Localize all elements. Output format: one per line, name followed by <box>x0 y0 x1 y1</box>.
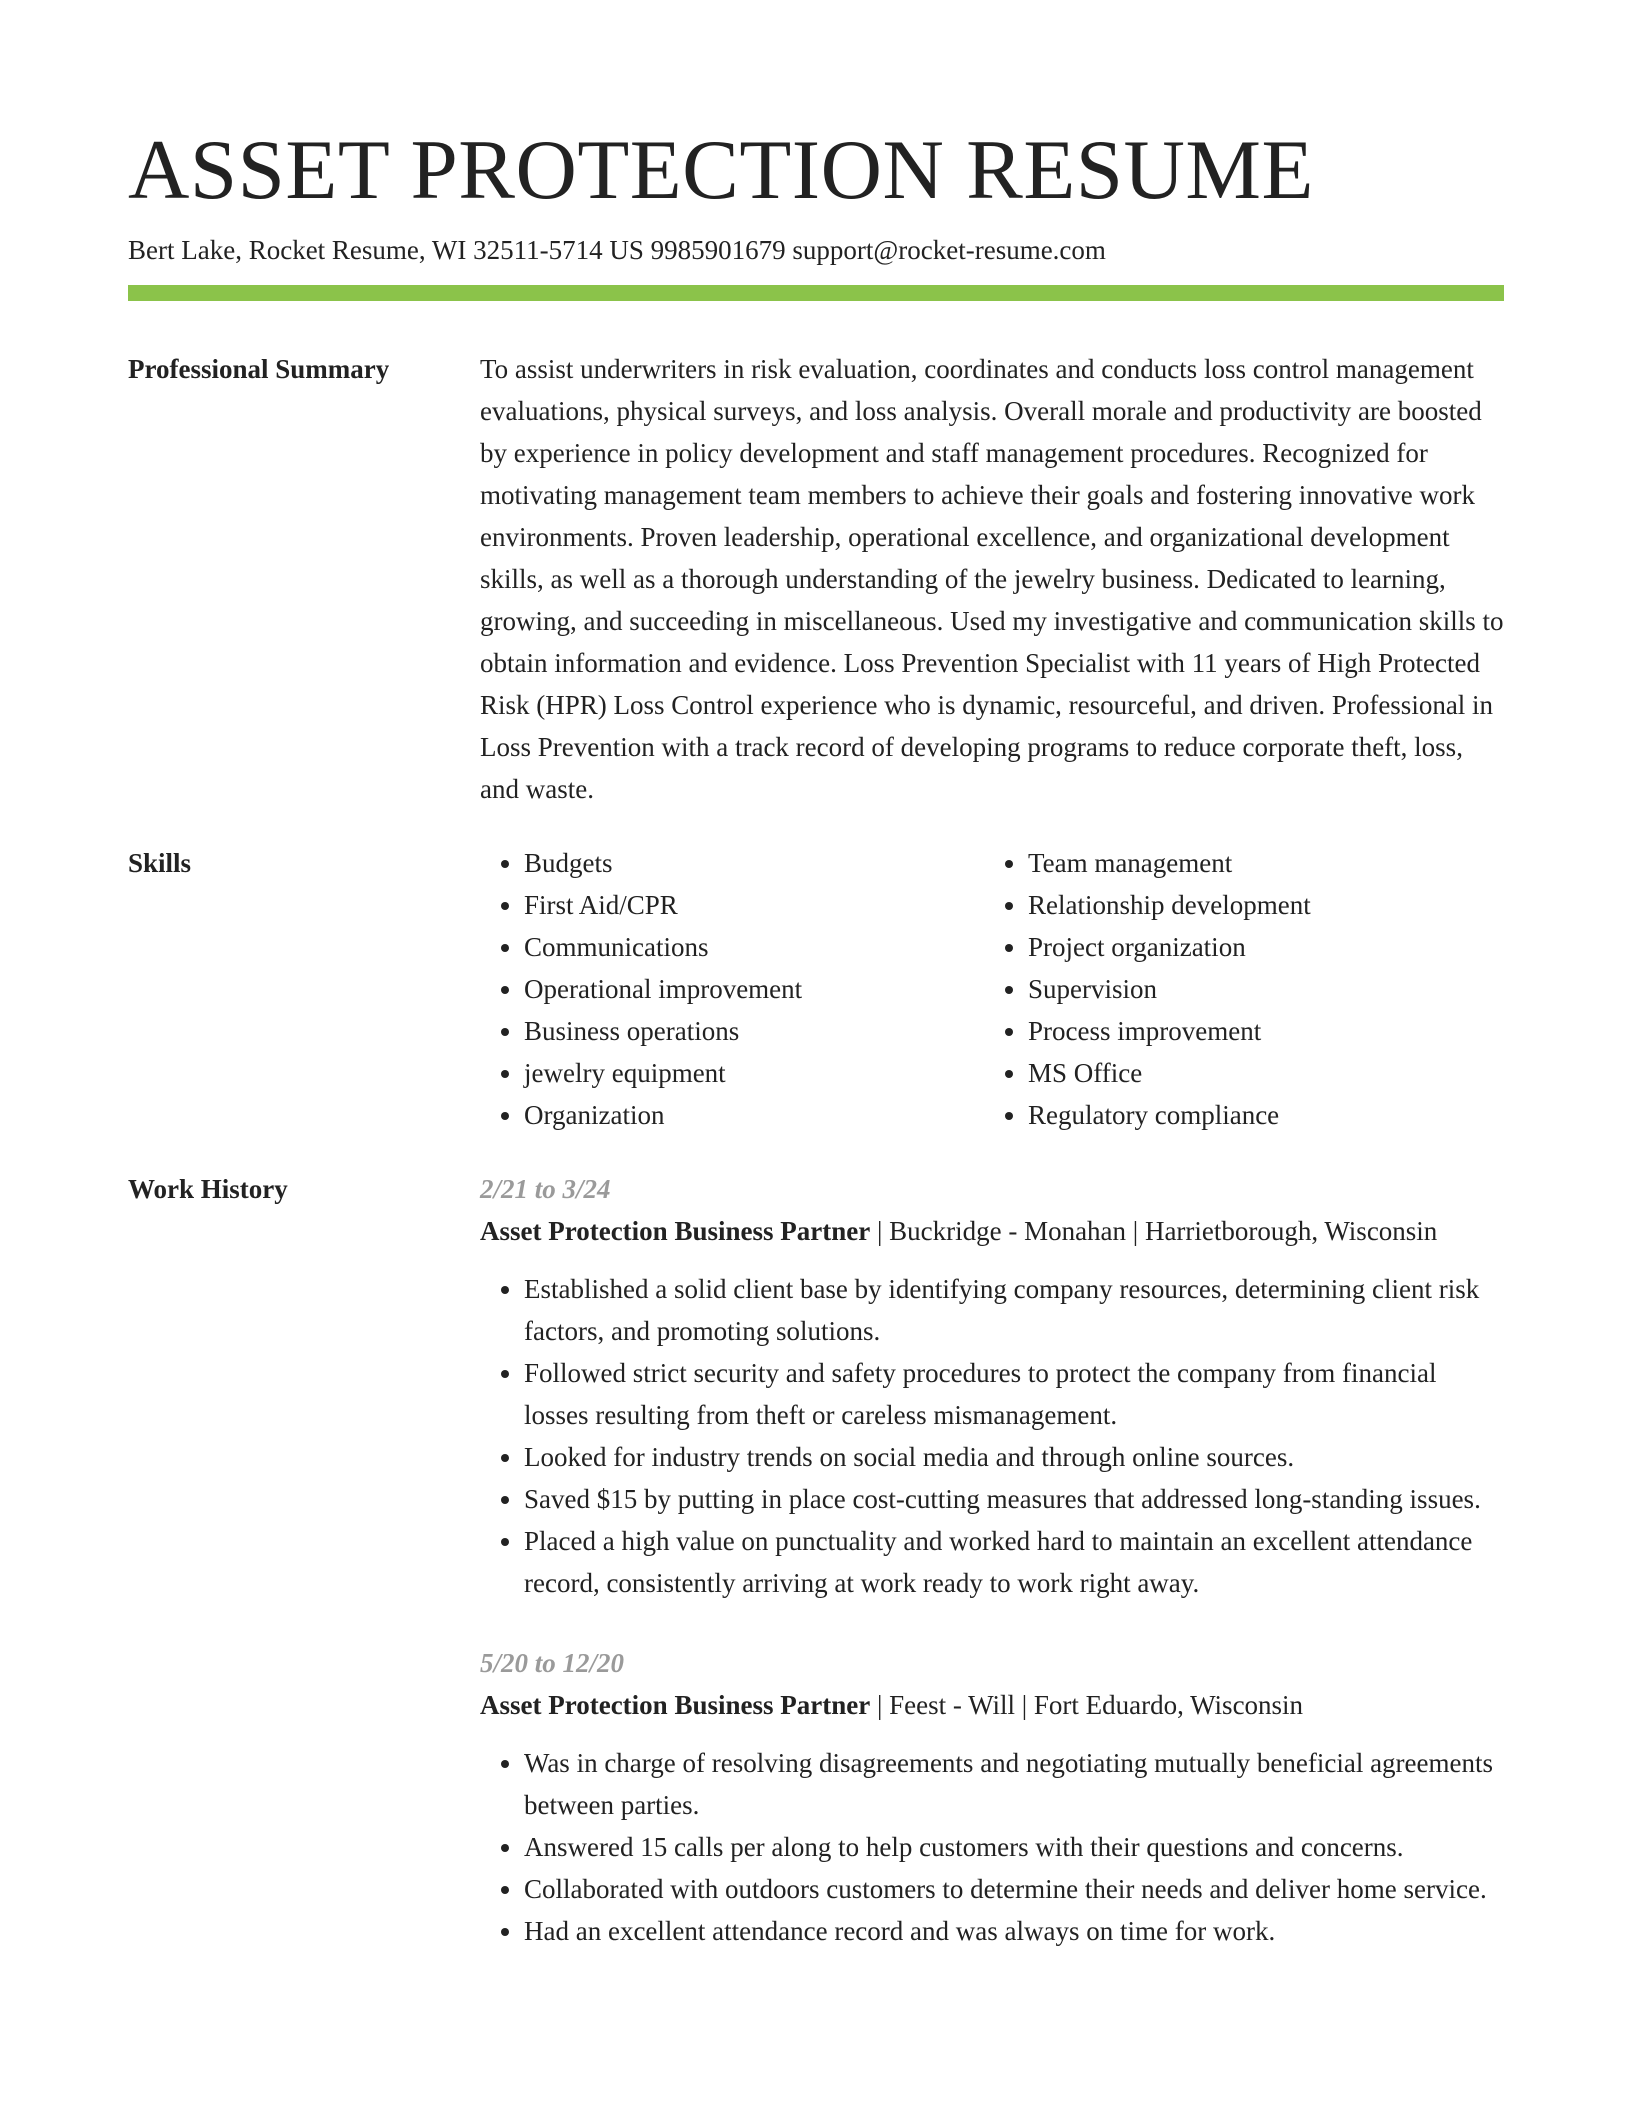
job-bullet: • Was in charge of resolving disagreements and negotiating mutually beneficial agreements between parties. <box>524 1742 1504 1826</box>
skill-item: • Regulatory compliance <box>1028 1094 1488 1136</box>
skill-item: • Team management <box>1028 842 1488 884</box>
job-bullets <box>480 1268 1504 1604</box>
job-bullet: • Looked for industry trends on social media and through online sources. <box>524 1436 1504 1478</box>
skill-item: • Project organization <box>1028 926 1488 968</box>
accent-divider <box>128 285 1504 301</box>
skills-column-right <box>984 842 1488 1136</box>
summary-section <box>128 348 1504 810</box>
job-bullet: • Established a solid client base by identifying company resources, determining client risk factors, and promoting solutions. <box>524 1268 1504 1352</box>
job-employer-location: | Buckridge - Monahan | Harrietborough, Wisconsin <box>870 1216 1438 1246</box>
work-history-body <box>480 1168 1504 1952</box>
skill-item: • Communications <box>524 926 984 968</box>
resume-page <box>128 120 1504 1952</box>
skill-item: • First Aid/CPR <box>524 884 984 926</box>
job-employer-location: | Feest - Will | Fort Eduardo, Wisconsin <box>870 1690 1304 1720</box>
job-dates: 2/21 to 3/24 <box>480 1174 611 1204</box>
job-bullet: • Collaborated with outdoors customers to determine their needs and deliver home service. <box>524 1868 1504 1910</box>
work-history-heading: Work History <box>128 1174 288 1204</box>
summary-text: To assist underwriters in risk evaluation, coordinates and conducts loss control management evaluations, physical surveys, and loss analysis. Overall morale and productivity are boosted by experience in policy development and staff management procedures. Recognized for motivating management team members to achieve their goals and fostering innovative work environments. Proven leadership, operational excellence, and organizational development skills, as well as a thorough understanding of the jewelry business. Dedicated to learning, growing, and succeeding in miscellaneous. Used my investigative and communication skills to obtain information and evidence. Loss Prevention Specialist with 11 years of High Protected Risk (HPR) Loss Control experience who is dynamic, resourceful, and driven. Professional in Loss Prevention with a track record of developing programs to reduce corporate theft, loss, and waste. <box>480 354 1504 804</box>
skill-item: • MS Office <box>1028 1052 1488 1094</box>
skill-item: • Budgets <box>524 842 984 884</box>
job-bullet: • Had an excellent attendance record and was always on time for work. <box>524 1910 1504 1952</box>
job-bullet: • Answered 15 calls per along to help customers with their questions and concerns. <box>524 1826 1504 1868</box>
skill-item: • Operational improvement <box>524 968 984 1010</box>
job-header <box>480 1210 1504 1252</box>
skills-section <box>128 842 1504 1136</box>
job-title: Asset Protection Business Partner <box>480 1690 871 1720</box>
job-entry <box>480 1642 1504 1952</box>
job-bullets <box>480 1742 1504 1952</box>
work-history-section <box>128 1168 1504 1952</box>
resume-title: ASSET PROTECTION RESUME <box>128 123 1314 217</box>
skills-heading: Skills <box>128 848 192 878</box>
skill-item: • Process improvement <box>1028 1010 1488 1052</box>
skills-column-left <box>480 842 984 1136</box>
skills-list-left <box>480 842 984 1136</box>
skill-item: • Relationship development <box>1028 884 1488 926</box>
contact-line: Bert Lake, Rocket Resume, WI 32511-5714 US 9985901679 support@rocket-resume.com <box>128 235 1106 265</box>
skills-columns <box>480 842 1504 1136</box>
skills-list-right <box>984 842 1488 1136</box>
job-bullet: • Saved $15 by putting in place cost-cutting measures that addressed long-standing issues. <box>524 1478 1504 1520</box>
job-bullet: • Followed strict security and safety procedures to protect the company from financial losses resulting from theft or careless mismanagement. <box>524 1352 1504 1436</box>
skill-item: • jewelry equipment <box>524 1052 984 1094</box>
summary-heading: Professional Summary <box>128 354 390 384</box>
job-bullet: • Placed a high value on punctuality and worked hard to maintain an excellent attendance record, consistently arriving at work ready to work right away. <box>524 1520 1504 1604</box>
job-entry <box>480 1168 1504 1604</box>
job-header <box>480 1684 1504 1726</box>
skill-item: • Supervision <box>1028 968 1488 1010</box>
skill-item: • Business operations <box>524 1010 984 1052</box>
job-title: Asset Protection Business Partner <box>480 1216 871 1246</box>
skill-item: • Organization <box>524 1094 984 1136</box>
job-dates: 5/20 to 12/20 <box>480 1648 625 1678</box>
